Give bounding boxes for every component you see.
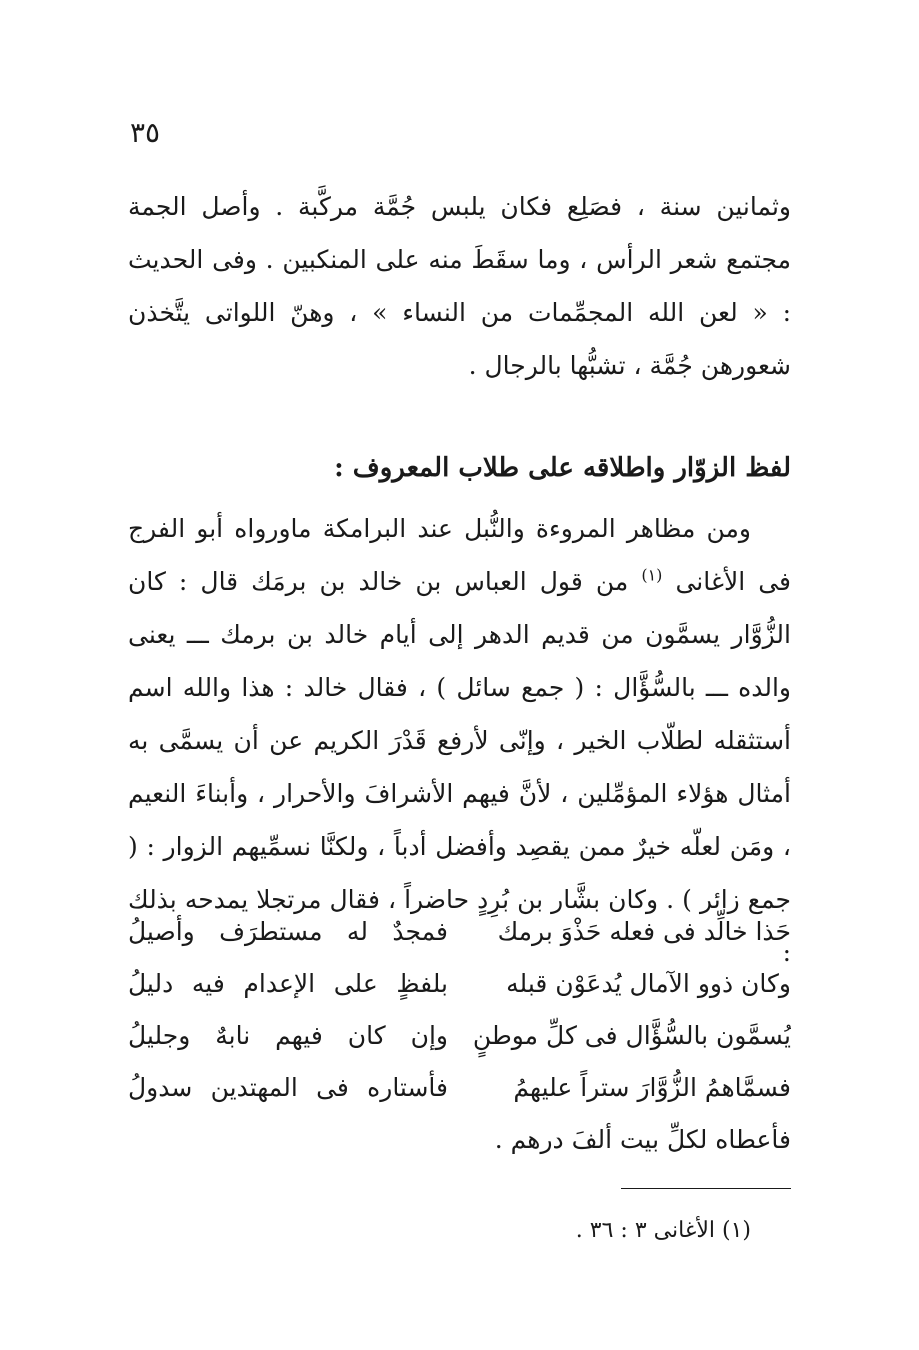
verse-first-hemistich: وكان ذوو الآمال يُدعَوْن قبله <box>506 969 791 998</box>
verse-second-hemistich: وإن كان فيهم نابهٌ وجليلُ <box>128 1021 448 1050</box>
verse-second-hemistich: بلفظٍ على الإعدام فيه دليلُ <box>128 969 448 998</box>
page-number: ٣٥ <box>130 116 161 149</box>
paragraph-1: وثمانين سنة ، فصَلِع فكان يلبس جُمَّة مركَّبة . وأصل الجمة مجتمع شعر الرأس ، وما سقَطَ منه على المنكبين . وفى الحديث : « لعن الله المجمِّمات من النساء » ، وهنّ اللواتى يتَّخذن شعورهن جُمَّة ، تشبُّها بالرجال . <box>128 192 791 380</box>
footnote-reference[interactable]: (١) <box>641 565 663 585</box>
footnote-divider <box>621 1188 791 1189</box>
paragraph-2-start: ومن مظاهر المروءة والنُّبل عند البرامكة ماورواه أبو الفرج فى الأغانى <box>128 514 791 596</box>
verse-second-hemistich: فأستاره فى المهتدين سدولُ <box>128 1073 448 1102</box>
section-heading: لفظ الزوّار واطلاقه على طلاب المعروف : <box>334 453 791 483</box>
verse-first-hemistich: يُسمَّون بالسُّؤَّال فى كلِّ موطنٍ <box>472 1021 791 1050</box>
closing-line: فأعطاه لكلِّ بيت ألفَ درهم . <box>494 1125 791 1154</box>
verse <box>128 906 791 958</box>
verse <box>128 1062 791 1114</box>
paragraph-2-rest: من قول العباس بن خالد بن برمَك قال : كان الزُّوَّار يسمَّون من قديم الدهر إلى أيام خالد بن برمك ـــ يعنى والده ـــ بالسُّؤَّال : ( جمع سائل ) ، فقال خالد : هذا والله اسم أستثقله لطلّاب الخير ، وإنّى لأرفع قَدْرَ الكريم عن أن يسمَّى به أمثال هؤلاء المؤمِّلين ، لأنَّ فيهم الأشرافَ والأحرار ، وأبناءَ النعيم ، ومَن لعلّه خيرٌ ممن يقصِد وأفضل أدباً ، ولكنَّا نسمِّيهم الزوار : ( جمع زائر ) . وكان بشَّار بن بُرِدٍ حاضراً ، فقال مرتجلا يمدحه بذلك : <box>128 567 791 967</box>
poem <box>128 906 791 1166</box>
verse <box>128 958 791 1010</box>
verse-second-hemistich: فمجدٌ له مستطرَف وأصيلُ <box>128 917 448 946</box>
verse-first-hemistich: حَذا خالِّد فى فعله حَذْوَ برمك <box>497 917 791 946</box>
footnote: (١) الأغانى ٣ : ٣٦ . <box>575 1218 751 1243</box>
verse-first-hemistich: فسمَّاهمُ الزُّوَّارَ ستراً عليهمُ <box>513 1073 791 1102</box>
verse <box>128 1010 791 1062</box>
